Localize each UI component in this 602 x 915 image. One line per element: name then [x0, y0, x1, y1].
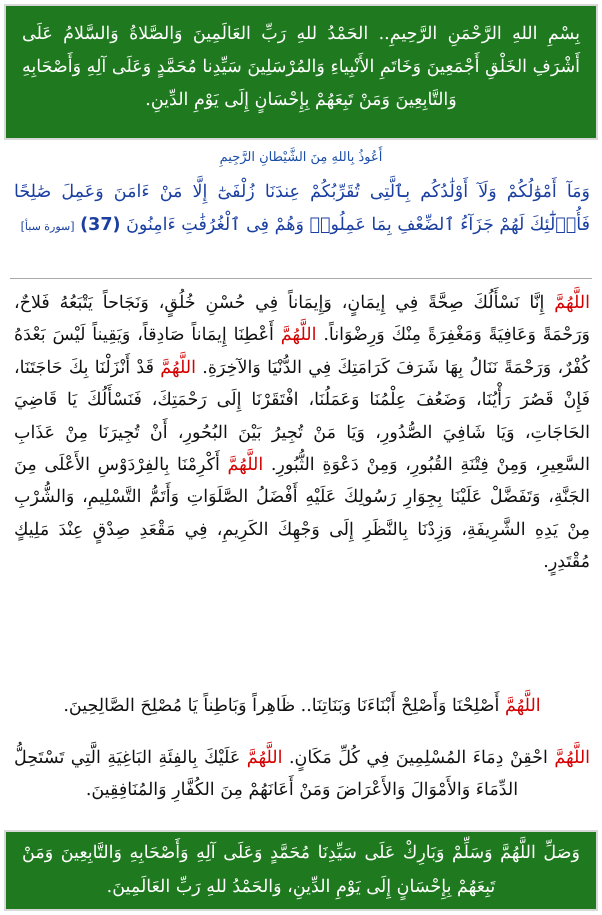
closing-text: وَصَلِّ اللَّهُمَّ وَسَلِّمْ وَبَارِكْ عَلَى سَيِّدِنَا مُحَمَّدٍ وَعَلَى آلِهِ وَأَصْحَابِهِ وَالتَّابِعِينَ وَمَنْ تَبِعَهُمْ بِإِحْسَانٍ إِلَى يَوْمِ الدِّينِ، وَالحَمْدُ للهِ رَبِّ العَالَمِينَ. [22, 843, 580, 897]
dua-segment: أَصْلِحْنَا وَأَصْلِحْ أَبْنَاءَنَا وَبَنَاتِنَا.. ظَاهِراً وَبَاطِناً يَا مُصْلِحَ الصَّالِحِينَ. [63, 696, 505, 716]
verse-number: (37) [80, 215, 121, 235]
dua-segment: قَدْ أَنْزَلْنَا بِكَ حَاجَتَنَا، فَإِنْ قَصُرَ رَأْيُنَا، وَضَعُفَ عِلْمُنَا وَعَمَلُنَا، افْتَقَرْنَا إِلَى رَحْمَتِكَ، فَنَسْأَلُكَ يَا قَاضِيَ الحَاجَاتِ، وَيَا شَافِيَ الصُّدُورِ، وَيَا مَنْ تُجِيرُ بَيْنَ البُحُورِ، أَنْ تُجِيرَنَا مِنْ عَذَابِ السَّعِيرِ، وَمِنْ فِتْنَةِ القُبُورِ، وَمِنْ دَعْوَةِ الثُّبُورِ. [14, 357, 590, 476]
divider [10, 278, 592, 279]
allahumma-word: اللَّهُمَّ [246, 748, 283, 768]
dua-segment: أَكْرِمْنَا بِالفِرْدَوْسِ الأَعْلَى مِنَ الجَنَّةِ، وَتَفَضَّلْ عَلَيْنَا بِجِوَارِ رَسُولِكَ عَلَيْهِ أَفْضَلُ الصَّلَوَاتِ وَأَتَمُّ التَّسْلِيمِ، وَالشُّرْبِ مِنْ يَدِهِ الشَّرِيفَةِ، وَزِدْنَا بِالنَّظَرِ إِلَى وَجْهِكَ الكَرِيمِ، فِي مَقْعَدِ صِدْقٍ عِنْدَ مَلِيكٍ مُقْتَدِرٍ. [14, 455, 590, 573]
allahumma-word: اللَّهُمَّ [280, 325, 317, 346]
dua-segment: احْقِنْ دِمَاءَ المُسْلِمِينَ فِي كُلِّ مَكَانٍ. [282, 748, 555, 768]
quran-verse [14, 176, 590, 272]
dua-short-paragraph [14, 690, 590, 722]
allahumma-word: اللَّهُمَّ [160, 357, 196, 378]
surah-reference: [سورة سبأ] [20, 220, 75, 233]
dua-main-paragraph [14, 287, 590, 677]
dua-last-paragraph [14, 742, 590, 822]
dua-segment: إِنَّا نَسْأَلُكَ صِحَّةً فِي إِيمَانٍ، وَإِيمَاناً فِي حُسْنِ خُلُقٍ، وَنَجَاحاً يَتْبَعُهُ فَلاحٌ، وَرَحْمَةً وَعَافِيَةً وَمَغْفِرَةً مِنْكَ وَرِضْوَاناً. [14, 293, 590, 346]
dua-segment: أَعْطِنَا إِيمَاناً صَادِقاً، وَيَقِيناً لَيْسَ بَعْدَهُ كُفْرٌ، وَرَحْمَةً نَنَالُ بِهَا شَرَفَ كَرَامَتِكَ فِي الدُّنْيَا وَالآخِرَةِ. [14, 325, 591, 378]
allahumma-word: اللَّهُمَّ [227, 455, 264, 476]
allahumma-word: اللَّهُمَّ [554, 748, 591, 768]
taawwudh-line: أَعُوذُ بِاللهِ مِنَ الشَّيْطانِ الرَّجِيمِ [219, 150, 383, 165]
allahumma-word: اللَّهُمَّ [504, 696, 541, 716]
dua-segment: عَلَيْكَ بِالفِئَةِ البَاغِيَةِ الَّتِي تَسْتَحِلُّ الدِّمَاءَ وَالأَمْوَالَ وَالأَعْرَاضَ وَمَنْ أَعَانَهُمْ مِنَ الكُفَّارِ وَالمُنَافِقِينَ. [14, 748, 519, 800]
opening-box [4, 4, 598, 140]
opening-text: بِسْمِ اللهِ الرَّحْمَنِ الرَّحِيمِ.. الحَمْدُ للهِ رَبِّ العَالَمِينَ وَالصَّلاةُ وَالسَّلامُ عَلَى أَشْرَفِ الخَلْقِ أَجْمَعِينَ وَخَاتَمِ الأَنْبِياءِ وَالمُرْسَلِينَ سَيِّدِنا مُحَمَّدٍ وَعَلَى آلِهِ وَأَصْحَابِهِ وَالتَّابِعِينَ وَمَنْ تَبِعَهُمْ بِإِحْسَانٍ إِلَى يَوْمِ الدِّينِ. [22, 24, 580, 110]
verse-text: وَمَآ أَمْوَٰلُكُمْ وَلَآ أَوْلَٰدُكُم بِٱلَّتِى تُقَرِّبُكُمْ عِندَنَا زُلْفَىٰٓ إِلَّا مَنْ ءَامَنَ وَعَمِلَ صَٰلِحًا فَأُو۟لَٰٓئِكَ لَهُمْ جَزَآءُ ٱلضِّعْفِ بِمَا عَمِلُوا۟ وَهُمْ فِى ٱلْغُرُفَٰتِ ءَامِنُونَ [14, 182, 590, 235]
allahumma-word: اللَّهُمَّ [554, 293, 590, 313]
closing-box [4, 830, 598, 911]
